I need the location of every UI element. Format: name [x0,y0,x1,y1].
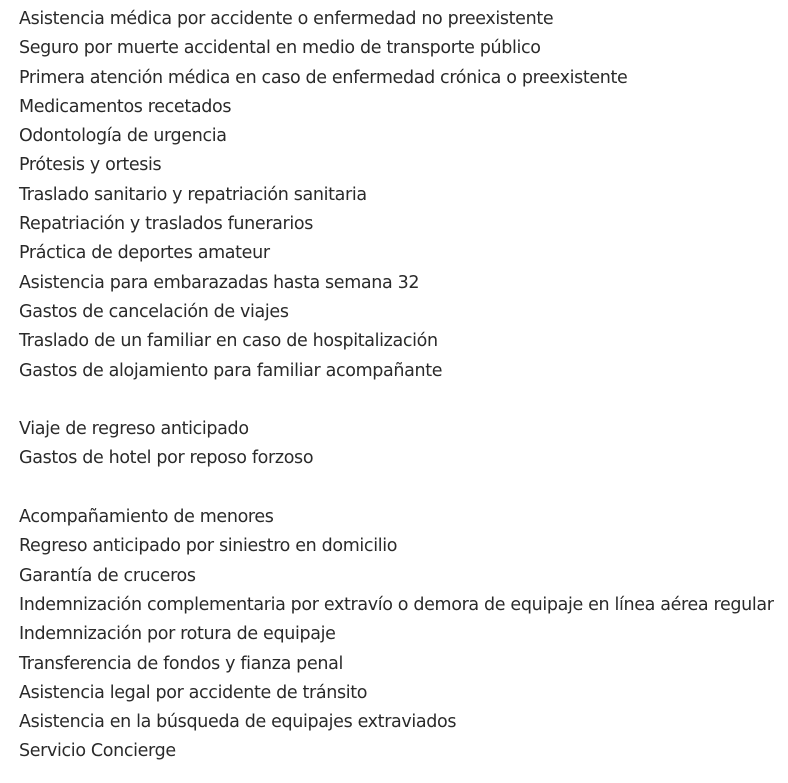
list-item: Primera atención médica en caso de enfermedad crónica o preexistente [19,67,628,88]
list-item: Indemnización complementaria por extravío o demora de equipaje en línea aérea regular [19,594,774,615]
list-item: Asistencia para embarazadas hasta semana 32 [19,272,420,293]
list-item: Repatriación y traslados funerarios [19,214,314,235]
list-item: Asistencia legal por accidente de tránsito [19,682,368,703]
list-item: Indemnización por rotura de equipaje [19,624,336,645]
list-item: Asistencia en la búsqueda de equipajes extraviados [19,712,457,733]
list-item: Gastos de alojamiento para familiar acompañante [19,360,443,381]
list-item: Asistencia médica por accidente o enfermedad no preexistente [19,9,554,29]
list-item: Transferencia de fondos y fianza penal [19,653,343,674]
list-item: Viaje de regreso anticipado [19,419,249,440]
list-item: Gastos de hotel por reposo forzoso [19,448,314,469]
list-item: Seguro por muerte accidental en medio de transporte público [19,38,541,59]
list-spacer [19,386,788,415]
list-item: Regreso anticipado por siniestro en domicilio [19,536,398,557]
list-item: Medicamentos recetados [19,96,232,117]
list-item: Acompañamiento de menores [19,507,274,528]
coverage-list [19,5,788,767]
list-item: Traslado de un familiar en caso de hospitalización [19,331,438,352]
list-item: Garantía de cruceros [19,565,196,586]
list-spacer [19,474,788,503]
list-item: Prótesis y ortesis [19,155,162,176]
list-item: Gastos de cancelación de viajes [19,301,289,322]
list-item: Práctica de deportes amateur [19,243,270,264]
list-item: Odontología de urgencia [19,126,227,147]
list-item: Traslado sanitario y repatriación sanitaria [19,184,367,205]
list-item: Servicio Concierge [19,741,176,762]
